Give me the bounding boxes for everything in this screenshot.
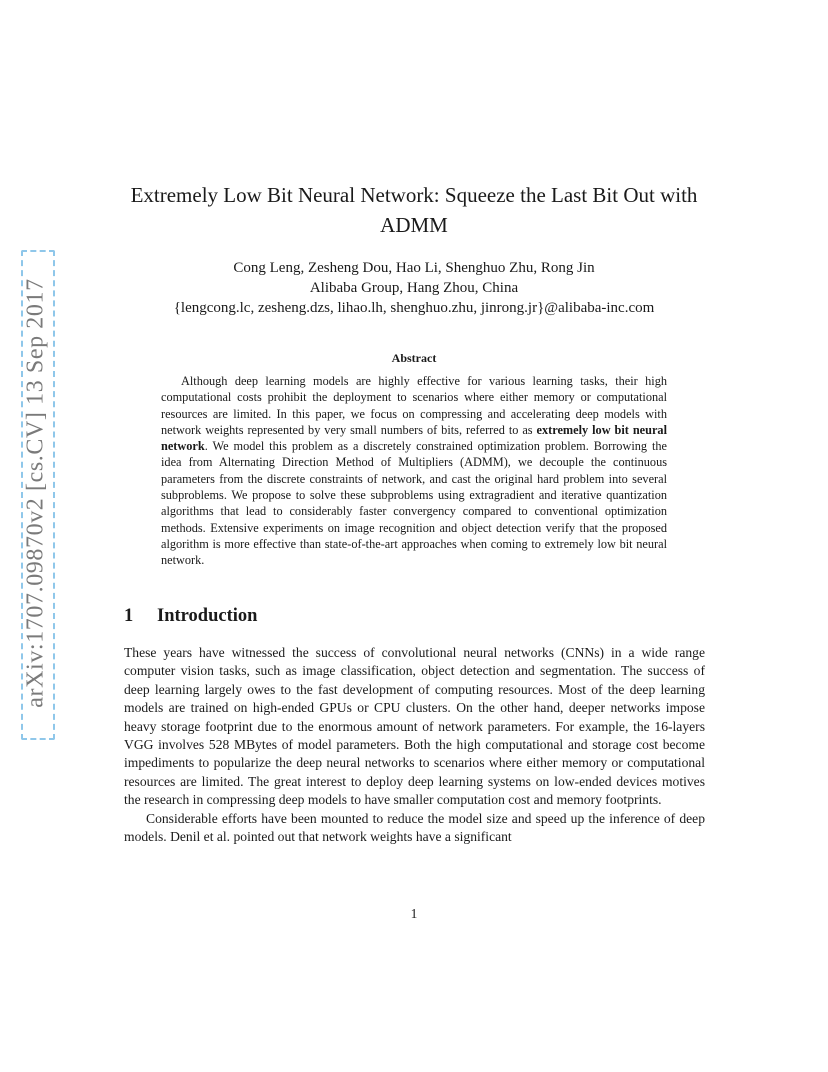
- author-block: [110, 258, 718, 318]
- section-title: Introduction: [157, 606, 258, 626]
- section-heading: [124, 606, 257, 627]
- paper-title: Extremely Low Bit Neural Network: Squeeze the Last Bit Out with ADMM: [130, 183, 698, 237]
- section-number: 1: [124, 606, 134, 626]
- arxiv-watermark: [18, 250, 58, 740]
- page-number: 1: [410, 906, 418, 921]
- abstract-heading: Abstract: [391, 351, 437, 365]
- abstract-bold-term: extremely low bit neural network: [161, 422, 667, 454]
- abstract-text-before: Although deep learning models are highly effective for various learning tasks, their high computational costs prohibit the deployment to scenarios where either memory or computational resources are limited. In this paper, we focus on compressing and accelerating deep models with network weights represented by very small numbers of bits, referred to as: [161, 374, 667, 437]
- abstract-text-after: . We model this problem as a discretely constrained optimization problem. Borrowing the idea from Alternating Direction Method of Multipliers (ADMM), we decouple the continuous parameters from the discrete constraints of network, and cast the original hard problem into several subproblems. We propose to solve these subproblems using extragradient and iterative quantization algorithms that lead to considerably faster convergency compared to conventional optimization methods. Extensive experiments on image recognition and object detection verify that the proposed algorithm is more effective than state-of-the-art approaches when coming to extremely low bit neural network.: [161, 439, 667, 568]
- author-affiliation: Alibaba Group, Hang Zhou, China: [309, 280, 519, 296]
- arxiv-id: arXiv:1707.09870v2 [cs.CV] 13 Sep 2017: [22, 278, 49, 708]
- intro-paragraph-2: Considerable efforts have been mounted to reduce the model size and speed up the inference of deep models. Denil et al. pointed out that network weights have a significant: [124, 810, 705, 845]
- author-emails: {lengcong.lc, zesheng.dzs, lihao.lh, shenghuo.zhu, jinrong.jr}@alibaba-inc.com: [173, 300, 655, 316]
- abstract-text: [161, 373, 667, 569]
- introduction-body: [124, 644, 705, 846]
- author-names: Cong Leng, Zesheng Dou, Hao Li, Shenghuo Zhu, Rong Jin: [233, 260, 595, 276]
- intro-paragraph-1: These years have witnessed the success of convolutional neural networks (CNNs) in a wide range computer vision tasks, such as image classification, object detection and segmentation. The success of deep learning largely owes to the fast development of computing resources. Most of the deep learning models are trained on high-ended GPUs or CPU clusters. On the other hand, deeper networks impose heavy storage footprint due to the enormous amount of network parameters. For example, the 16-layers VGG involves 528 MBytes of model parameters. Both the high computational and storage cost become impediments to popularize the deep neural networks to scenarios where either memory or computational resources are limited. The great interest to deploy deep learning systems on low-ended devices motives the research in compressing deep models to have smaller computation cost and memory footprints.: [124, 645, 705, 808]
